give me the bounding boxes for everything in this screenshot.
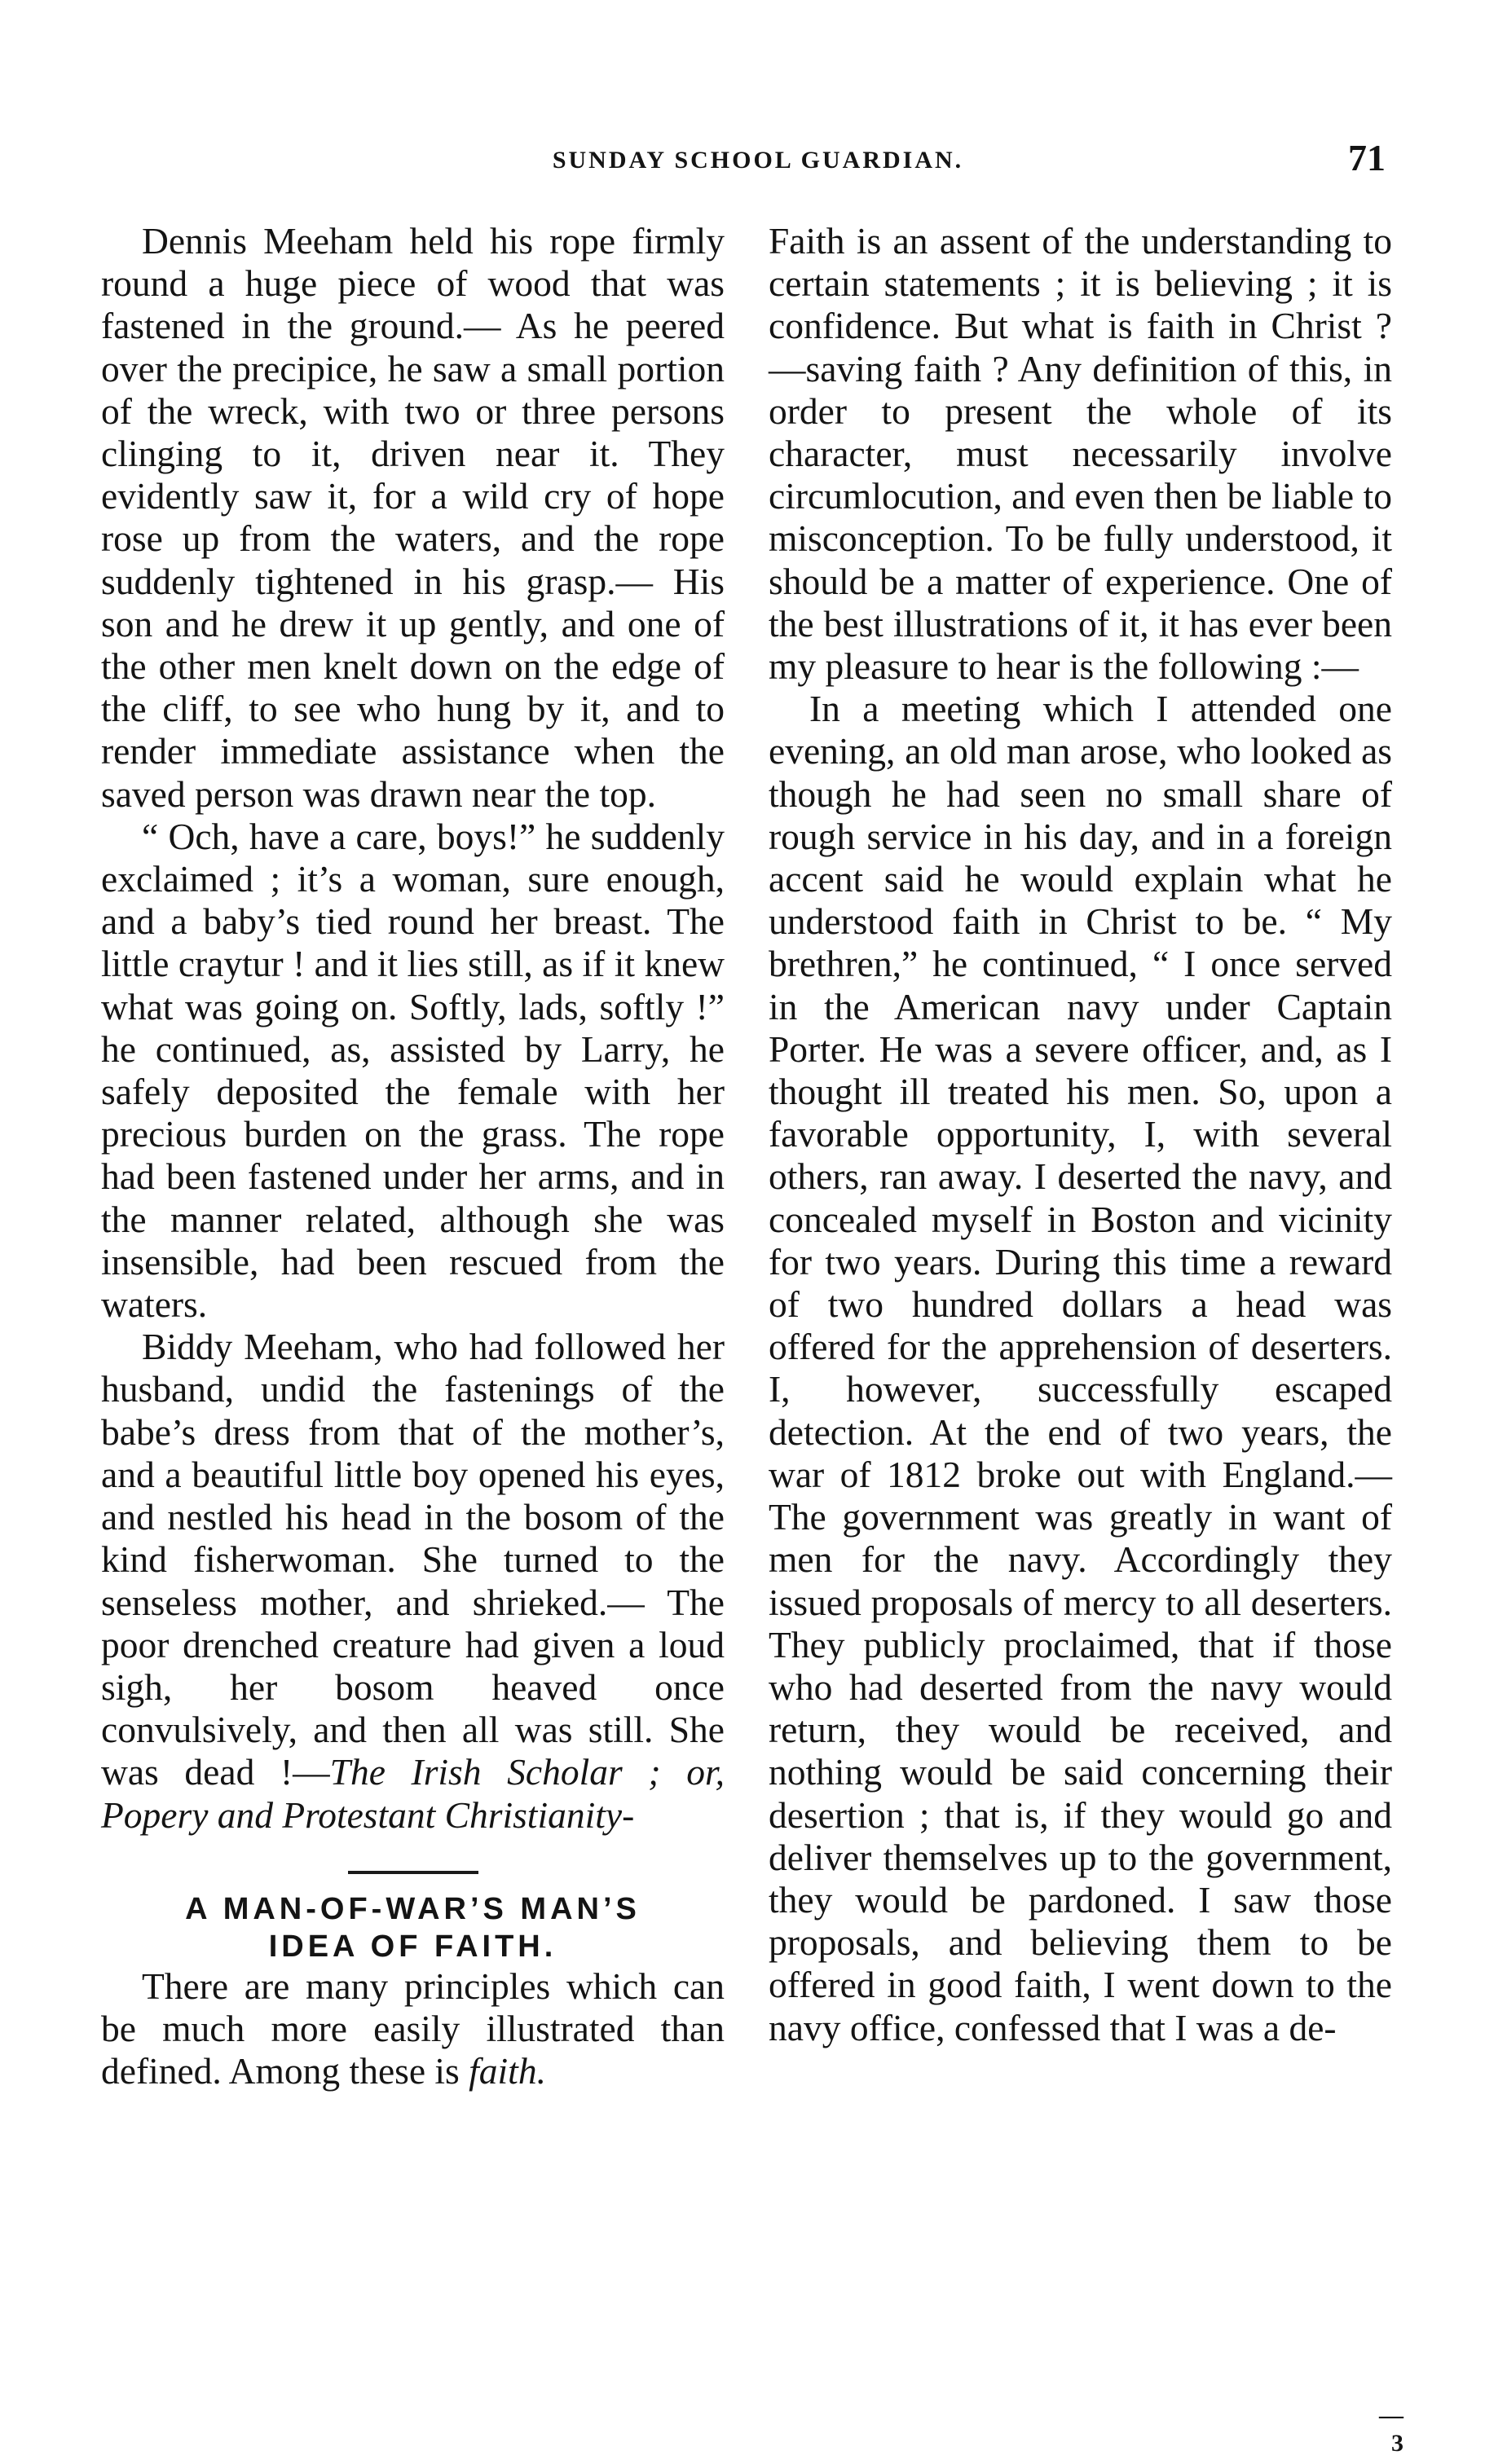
running-title: SUNDAY SCHOOL GUARDIAN. — [552, 147, 964, 174]
left-column — [101, 220, 725, 2092]
article-title — [101, 1890, 725, 1965]
article-opening-italic: faith. — [469, 2050, 546, 2092]
section-divider — [348, 1871, 478, 1874]
source-attribution: The Irish Scholar ; or, Popery and Protestant Christianity- — [101, 1751, 725, 1836]
article-opening-paragraph — [101, 1965, 725, 2093]
article-opening-text: There are many principles which can be much more easily illustrated than defined. Among these is — [101, 1965, 725, 2092]
story-paragraph-2: “ Och, have a care, boys!” he suddenly exclaimed ; it’s a woman, sure enough, and a baby’s tied round her breast. The little craytur ! and it lies still, as if it knew what was going on. Softly, lads, softly !” he continued, as, assisted by Larry, he safely deposited the female with her precious burden on the grass. The rope had been fastened under her arms, and in the manner related, although she was insensible, had been rescued from the waters. — [101, 815, 725, 1326]
running-head — [0, 137, 1507, 181]
story-paragraph-1: Dennis Meeham held his rope firmly round a huge piece of wood that was fastened in the ground.— As he peered over the precipice, he saw a small portion of the wreck, with two or three persons clinging to it, driven near it. They evidently saw it, for a wild cry of hope rose up from the waters, and the rope suddenly tightened in his grasp.— His son and he drew it up gently, and one of the other men knelt down on the edge of the cliff, to see who hung by it, and to render immediate assistance when the saved person was drawn near the top. — [101, 220, 725, 815]
article-title-line-1: A MAN-OF-WAR’S MAN’S — [185, 1891, 641, 1926]
story-paragraph-3 — [101, 1326, 725, 1836]
article-title-line-2: IDEA OF FAITH. — [268, 1929, 557, 1964]
signature-mark: —3 — [1379, 2402, 1403, 2457]
story-paragraph-3-text: Biddy Meeham, who had followed her husband, undid the fastenings of the babe’s dress from that of the mother’s, and a beautiful little boy opened his eyes, and nestled his head in the bosom of the kind fisherwoman. She turned to the senseless mother, and shrieked.— The poor drenched creature had given a loud sigh, her bosom heaved once convulsively, and then all was still. She was dead !— — [101, 1326, 725, 1793]
page-number: 71 — [1348, 137, 1386, 178]
right-column — [769, 220, 1392, 2049]
article-anecdote-paragraph: In a meeting which I attended one evening, an old man arose, who looked as though he had seen no small share of rough service in his day, and in a foreign accent said he would explain what he understood faith in Christ to be. “ My brethren,” he continued, “ I once served in the American navy under Captain Porter. He was a severe officer, and, as I thought ill treated his men. So, upon a favorable opportunity, I, with several others, ran away. I deserted the navy, and concealed myself in Boston and vicinity for two years. During this time a reward of two hundred dollars a head was offered for the apprehension of deserters. I, however, successfully escaped detection. At the end of two years, the war of 1812 broke out with England.— The government was greatly in want of men for the navy. Accordingly they issued proposals of mercy to all deserters. They publicly proclaimed, that if those who had deserted from the navy would return, they would be received, and nothing would be said concerning their desertion ; that is, if they would go and deliver themselves up to the government, they would be pardoned. I saw those proposals, and believing them to be offered in good faith, I went down to the navy office, confessed that I was a de- — [769, 688, 1392, 2048]
article-continuation: Faith is an assent of the understanding to certain statements ; it is believing ; it is confidence. But what is faith in Christ ?—saving faith ? Any definition of this, in order to present the whole of its character, must necessarily involve circumlocution, and even then be liable to misconception. To be fully understood, it should be a matter of experience. One of the best illustrations of it, it has ever been my pleasure to hear is the following :— — [769, 220, 1392, 688]
